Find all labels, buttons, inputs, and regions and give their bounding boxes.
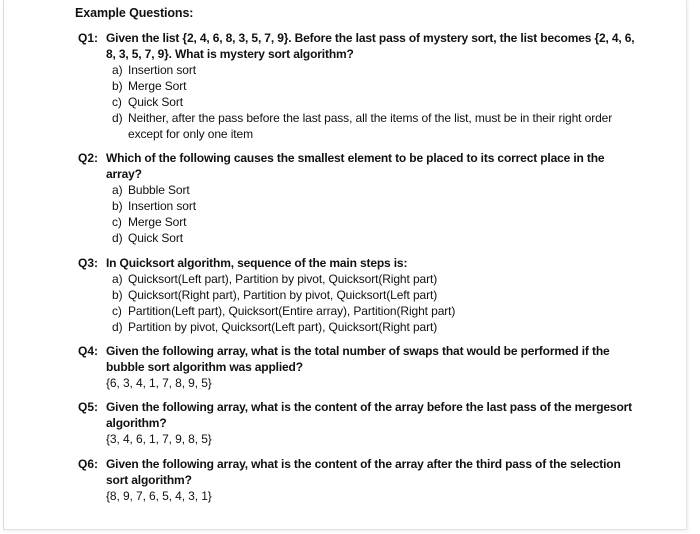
option-d <box>112 230 638 246</box>
option-letter: c) <box>112 95 122 109</box>
question-label: Q5: <box>78 400 99 414</box>
option-letter: b) <box>112 288 123 302</box>
question-4 <box>78 343 638 391</box>
option-a <box>112 271 638 287</box>
option-letter: a) <box>112 272 123 286</box>
option-letter: c) <box>112 215 122 229</box>
option-text: Merge Sort <box>128 215 187 229</box>
array-values: {8, 9, 7, 6, 5, 4, 3, 1} <box>106 489 212 503</box>
option-letter: a) <box>112 63 123 77</box>
option-letter: b) <box>112 79 123 93</box>
option-c <box>112 214 638 230</box>
question-text: Given the following array, what is the content of the array after the third pass of the selection sort algorithm? <box>106 457 621 487</box>
question-1 <box>78 30 638 142</box>
option-text: Quick Sort <box>128 231 184 245</box>
array-values: {6, 3, 4, 1, 7, 8, 9, 5} <box>106 376 212 390</box>
option-letter: b) <box>112 199 123 213</box>
option-letter: a) <box>112 183 123 197</box>
array-values: {3, 4, 6, 1, 7, 9, 8, 5} <box>106 432 212 446</box>
option-a <box>112 62 638 78</box>
option-list <box>112 62 638 142</box>
option-d <box>112 319 638 335</box>
question-2 <box>78 150 638 246</box>
option-text: Bubble Sort <box>128 183 190 197</box>
option-text: Quick Sort <box>128 95 184 109</box>
question-text: Given the list {2, 4, 6, 8, 3, 5, 7, 9}. Before the last pass of mystery sort, the list becomes {2, 4, 6, 8, 3, 5, 7, 9}. What is mystery sort algorithm? <box>106 31 635 61</box>
option-text: Quicksort(Right part), Partition by pivot, Quicksort(Left part) <box>128 288 438 302</box>
option-letter: d) <box>112 231 123 245</box>
question-text: In Quicksort algorithm, sequence of the main steps is: <box>106 256 408 270</box>
option-text: Merge Sort <box>128 79 187 93</box>
option-b <box>112 78 638 94</box>
option-list <box>112 182 638 246</box>
question-text: Given the following array, what is the content of the array before the last pass of the mergesort algorithm? <box>106 400 633 430</box>
option-text: Neither, after the pass before the last pass, all the items of the list, must be in their right order except for only one item <box>128 111 613 141</box>
question-5 <box>78 399 638 447</box>
option-text: Quicksort(Left part), Partition by pivot, Quicksort(Right part) <box>128 272 438 286</box>
option-letter: d) <box>112 320 123 334</box>
question-label: Q6: <box>78 457 99 471</box>
option-text: Insertion sort <box>128 199 196 213</box>
option-b <box>112 287 638 303</box>
question-label: Q3: <box>78 256 99 270</box>
option-c <box>112 94 638 110</box>
page-title: Example Questions: <box>75 6 194 20</box>
option-text: Partition(Left part), Quicksort(Entire array), Partition(Right part) <box>128 304 456 318</box>
question-6 <box>78 456 638 504</box>
option-text: Partition by pivot, Quicksort(Left part), Quicksort(Right part) <box>128 320 438 334</box>
option-text: Insertion sort <box>128 63 196 77</box>
question-text: Given the following array, what is the total number of swaps that would be performed if the bubble sort algorithm was applied? <box>106 344 610 374</box>
option-b <box>112 198 638 214</box>
option-d <box>112 110 638 142</box>
question-label: Q2: <box>78 151 99 165</box>
question-3 <box>78 255 638 335</box>
option-letter: c) <box>112 304 122 318</box>
option-c <box>112 303 638 319</box>
option-list <box>112 271 638 335</box>
question-text: Which of the following causes the smallest element to be placed to its correct place in the array? <box>106 151 605 181</box>
option-letter: d) <box>112 111 123 125</box>
option-a <box>112 182 638 198</box>
question-label: Q4: <box>78 344 99 358</box>
question-label: Q1: <box>78 31 99 45</box>
